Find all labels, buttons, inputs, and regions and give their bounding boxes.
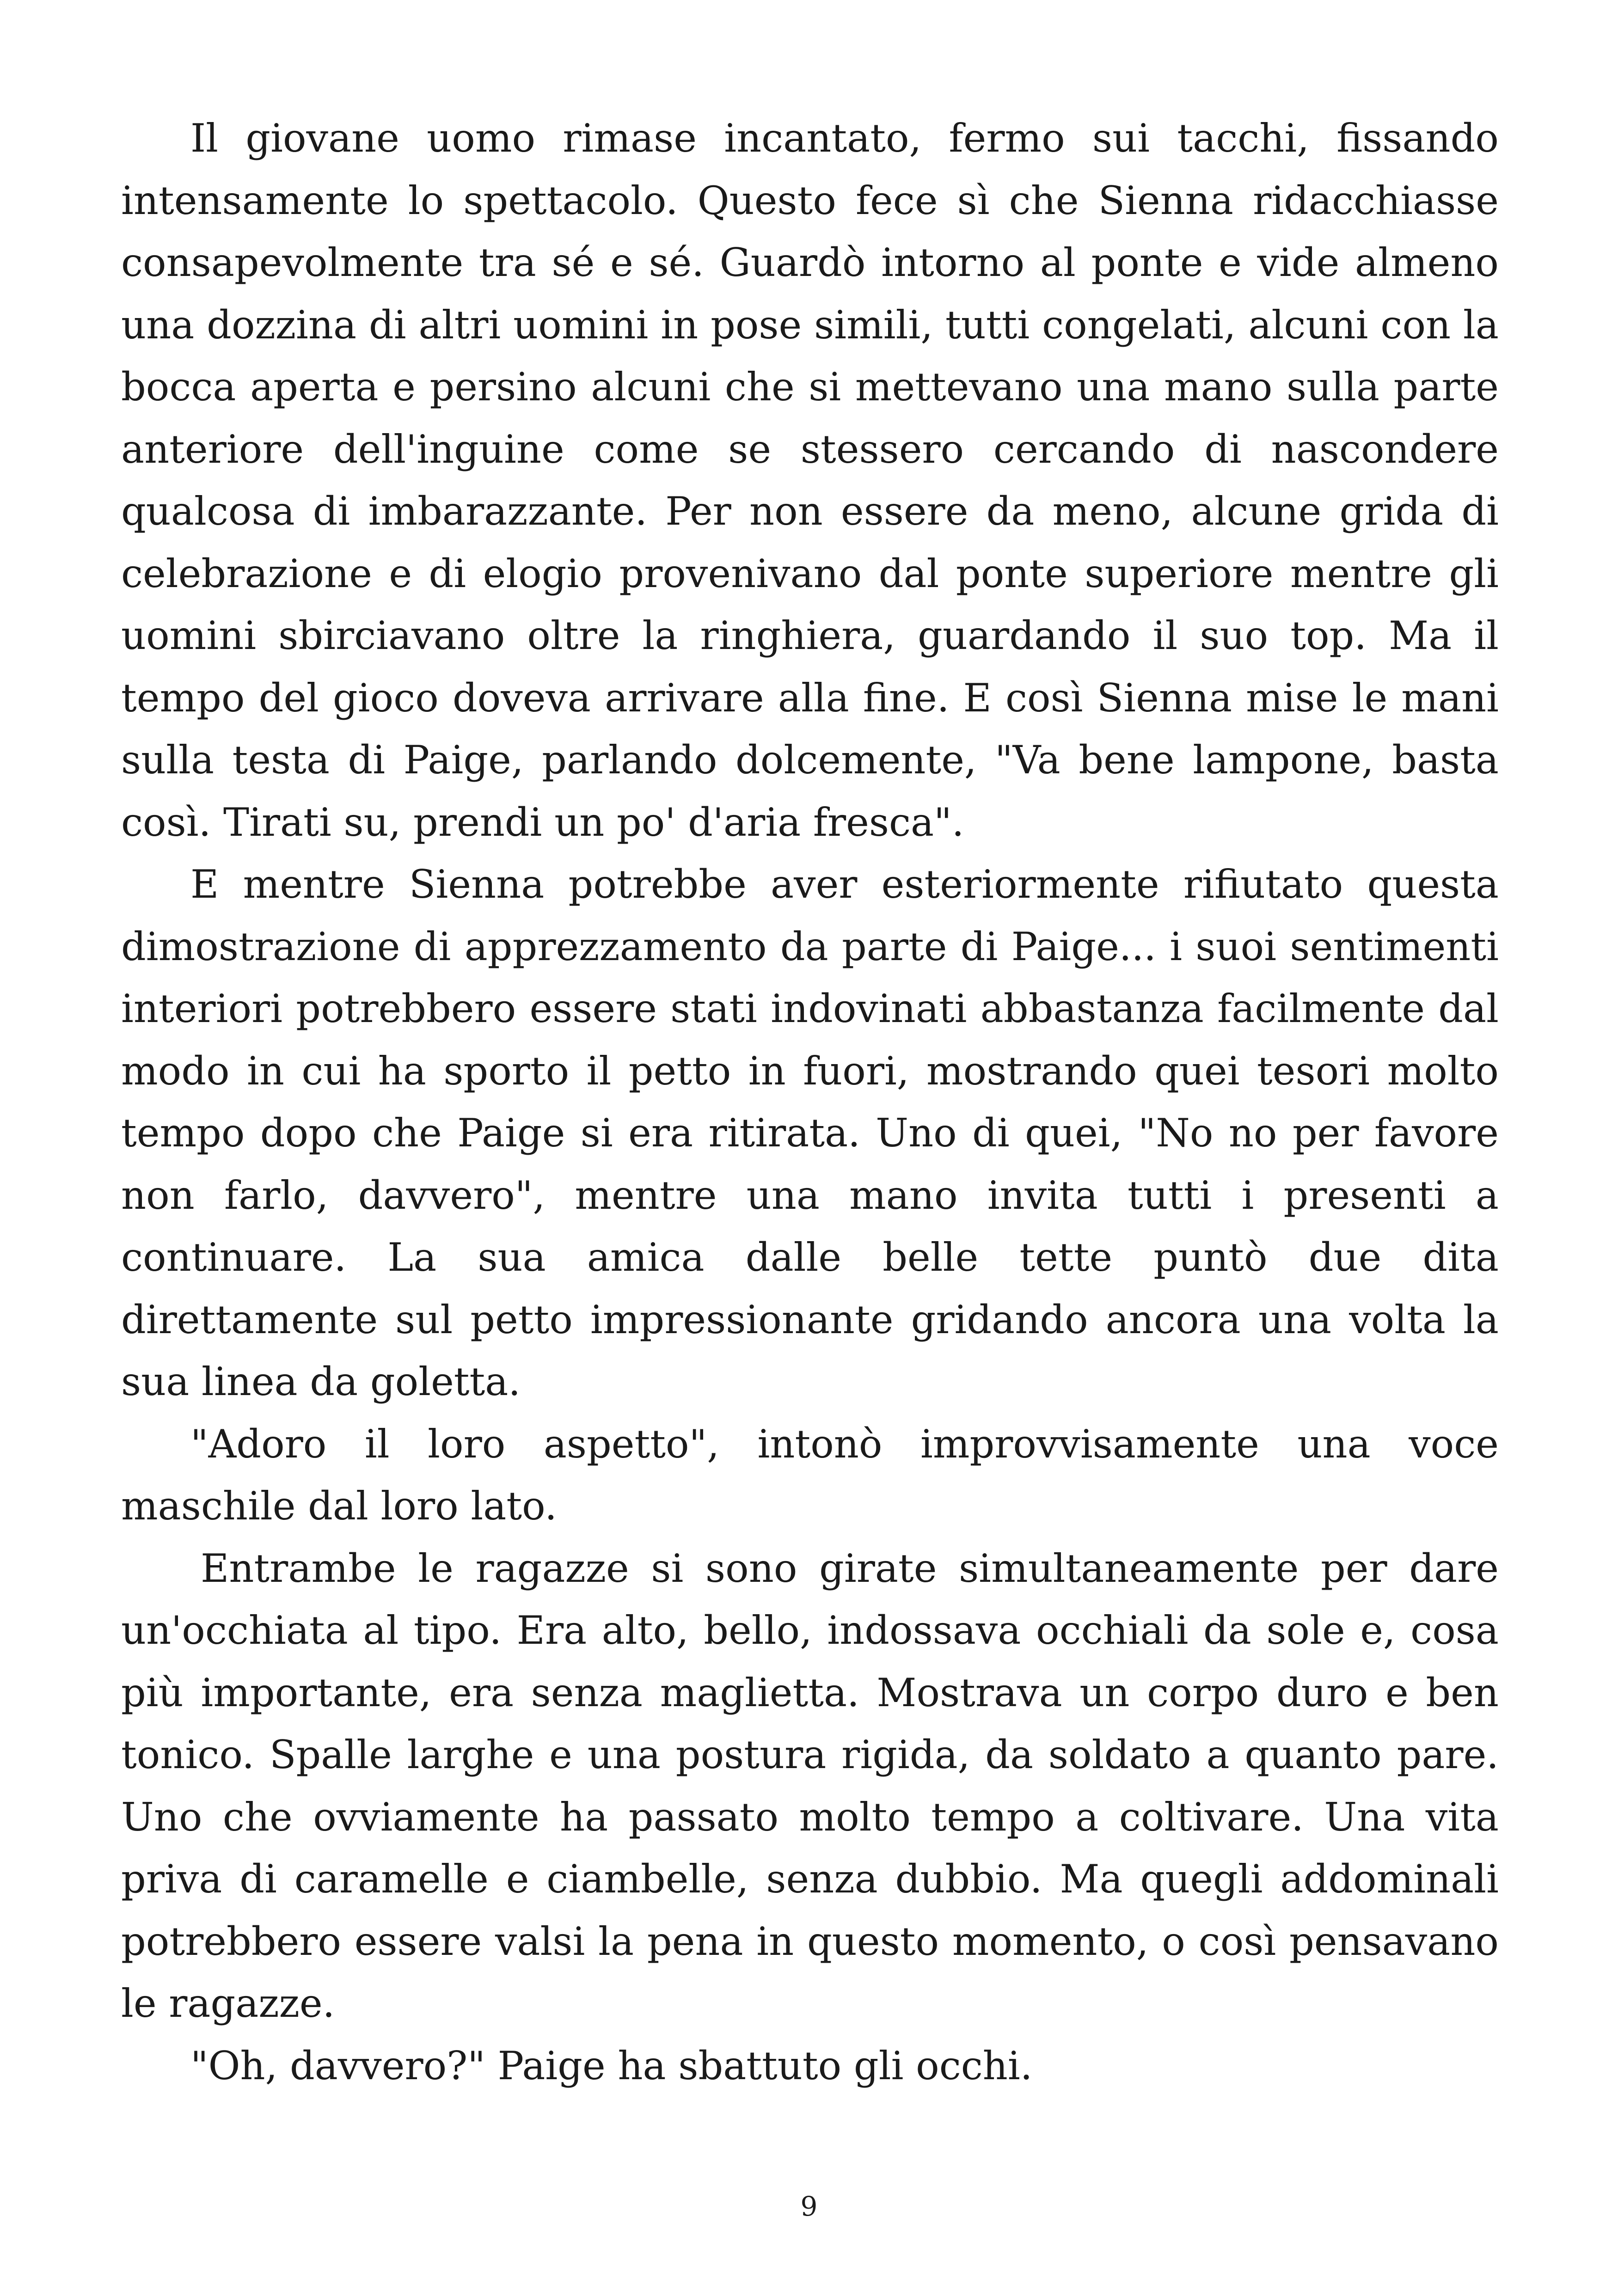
- paragraph-2: E mentre Sienna potrebbe aver esteriormente rifiutato questa dimostrazione di apprezzamento da parte di Paige... i suoi sentimenti interiori potrebbero essere stati indovinati abbastanza facilmente dal modo in cui ha sporto il petto in fuori, mostrando quei tesori molto tempo dopo che Paige si era ritirata. Uno di quei, "No no per favore non farlo, davvero", mentre una mano invita tutti i presenti a continuare. La sua amica dalle belle tette puntò due dita direttamente sul petto impressionante gridando ancora una volta la sua linea da goletta.: [121, 862, 1499, 1404]
- paragraph-4: Entrambe le ragazze si sono girate simultaneamente per dare un'occhiata al tipo. Era alto, bello, indossava occhiali da sole e, cosa più importante, era senza maglietta. Mostrava un corpo duro e ben tonico. Spalle larghe e una postura rigida, da soldato a quanto pare. Uno che ovviamente ha passato molto tempo a coltivare. Una vita priva di caramelle e ciambelle, senza dubbio. Ma quegli addominali potrebbero essere valsi la pena in questo momento, o così pensavano le ragazze.: [121, 1545, 1499, 2026]
- paragraph-1: Il giovane uomo rimase incantato, fermo sui tacchi, fissando intensamente lo spettacolo. Questo fece sì che Sienna ridacchiasse consapevolmente tra sé e sé. Guardò intorno al ponte e vide almeno una dozzina di altri uomini in pose simili, tutti congelati, alcuni con la bocca aperta e persino alcuni che si mettevano una mano sulla parte anteriore dell'inguine come se stessero cercando di nascondere qualcosa di imbarazzante. Per non essere da meno, alcune grida di celebrazione e di elogio provenivano dal ponte superiore mentre gli uomini sbirciavano oltre la ringhiera, guardando il suo top. Ma il tempo del gioco doveva arrivare alla fine. E così Sienna mise le mani sulla testa di Paige, parlando dolcemente, "Va bene lampone, basta così. Tirati su, prendi un po' d'aria fresca".: [121, 116, 1499, 845]
- body-text: [121, 107, 1499, 2097]
- paragraph-5: "Oh, davvero?" Paige ha sbattuto gli occhi.: [190, 2043, 1033, 2088]
- page-number: 9: [800, 2191, 818, 2222]
- paragraph-3: "Adoro il loro aspetto", intonò improvvisamente una voce maschile dal loro lato.: [121, 1421, 1499, 1529]
